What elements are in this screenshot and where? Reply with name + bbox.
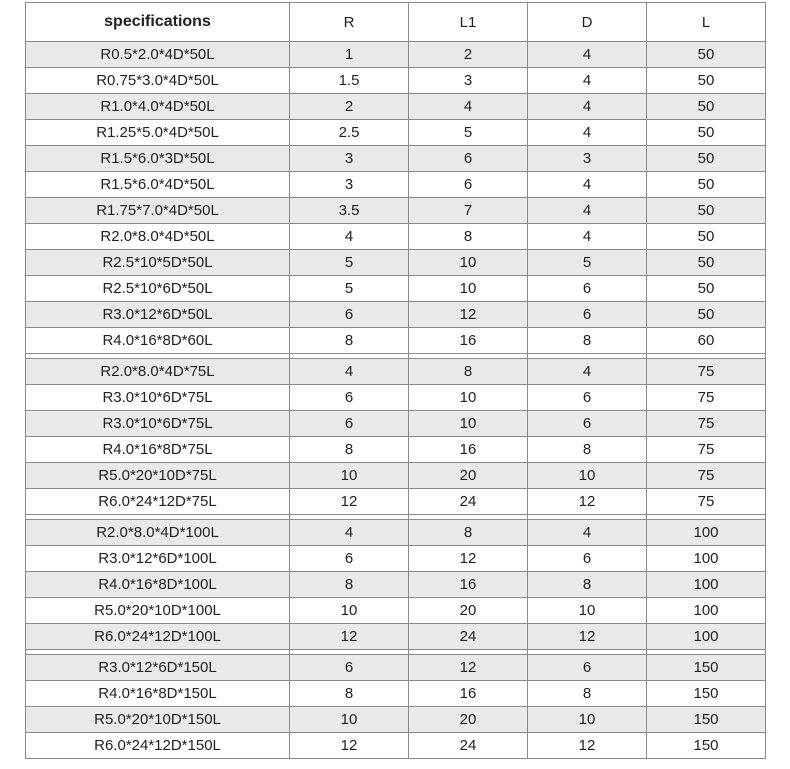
cell-r: 12 [290,624,409,650]
cell-l: 50 [647,250,766,276]
cell-r: 6 [290,546,409,572]
cell-specification: R4.0*16*8D*100L [26,572,290,598]
cell-r: 6 [290,302,409,328]
cell-specification: R5.0*20*10D*75L [26,463,290,489]
table-body [26,42,766,759]
cell-l1: 24 [409,489,528,515]
cell-r: 3 [290,146,409,172]
cell-specification: R0.75*3.0*4D*50L [26,68,290,94]
cell-r: 5 [290,276,409,302]
cell-l: 75 [647,437,766,463]
cell-specification: R1.25*5.0*4D*50L [26,120,290,146]
cell-specification: R4.0*16*8D*150L [26,681,290,707]
cell-l: 75 [647,385,766,411]
cell-l1: 20 [409,598,528,624]
cell-d: 6 [528,302,647,328]
cell-l: 50 [647,68,766,94]
cell-l: 50 [647,146,766,172]
cell-specification: R3.0*12*6D*150L [26,655,290,681]
cell-l: 100 [647,572,766,598]
header-r: R [290,3,409,42]
table-row [26,250,766,276]
cell-specification: R1.0*4.0*4D*50L [26,94,290,120]
cell-d: 4 [528,198,647,224]
cell-d: 6 [528,276,647,302]
cell-r: 1.5 [290,68,409,94]
cell-l: 75 [647,489,766,515]
header-specifications: specifications [26,3,290,42]
cell-l: 60 [647,328,766,354]
table-row [26,302,766,328]
cell-d: 10 [528,707,647,733]
table-row [26,546,766,572]
table-row [26,42,766,68]
cell-d: 6 [528,546,647,572]
cell-d: 6 [528,655,647,681]
cell-r: 6 [290,411,409,437]
header-row [26,3,766,42]
specifications-table-container [25,2,765,759]
table-row [26,463,766,489]
cell-d: 6 [528,385,647,411]
cell-specification: R1.75*7.0*4D*50L [26,198,290,224]
cell-r: 10 [290,707,409,733]
cell-l1: 24 [409,733,528,759]
cell-r: 12 [290,733,409,759]
cell-l1: 20 [409,707,528,733]
cell-l1: 2 [409,42,528,68]
table-row [26,224,766,250]
cell-d: 10 [528,598,647,624]
cell-specification: R2.0*8.0*4D*50L [26,224,290,250]
cell-specification: R2.0*8.0*4D*75L [26,359,290,385]
cell-specification: R2.0*8.0*4D*100L [26,520,290,546]
cell-d: 10 [528,463,647,489]
cell-l1: 8 [409,359,528,385]
cell-r: 8 [290,572,409,598]
table-row [26,598,766,624]
cell-r: 8 [290,328,409,354]
cell-d: 12 [528,489,647,515]
cell-r: 12 [290,489,409,515]
cell-d: 3 [528,146,647,172]
table-row [26,437,766,463]
cell-d: 4 [528,94,647,120]
cell-r: 2 [290,94,409,120]
table-row [26,359,766,385]
cell-l1: 8 [409,224,528,250]
cell-l1: 12 [409,546,528,572]
cell-l1: 3 [409,68,528,94]
cell-l: 50 [647,198,766,224]
cell-r: 2.5 [290,120,409,146]
cell-d: 4 [528,172,647,198]
cell-d: 6 [528,411,647,437]
cell-specification: R0.5*2.0*4D*50L [26,42,290,68]
cell-specification: R2.5*10*6D*50L [26,276,290,302]
cell-d: 4 [528,120,647,146]
cell-r: 4 [290,359,409,385]
cell-l1: 10 [409,250,528,276]
cell-l1: 24 [409,624,528,650]
cell-specification: R3.0*12*6D*50L [26,302,290,328]
table-row [26,624,766,650]
cell-l1: 10 [409,411,528,437]
table-row [26,172,766,198]
cell-l: 75 [647,359,766,385]
cell-d: 5 [528,250,647,276]
cell-specification: R6.0*24*12D*100L [26,624,290,650]
cell-l1: 20 [409,463,528,489]
cell-r: 4 [290,224,409,250]
table-row [26,328,766,354]
table-row [26,276,766,302]
cell-l1: 6 [409,146,528,172]
table-row [26,385,766,411]
cell-l: 100 [647,598,766,624]
cell-d: 8 [528,681,647,707]
cell-specification: R3.0*10*6D*75L [26,411,290,437]
cell-l: 50 [647,42,766,68]
cell-l1: 6 [409,172,528,198]
cell-r: 6 [290,655,409,681]
cell-r: 8 [290,437,409,463]
cell-specification: R4.0*16*8D*75L [26,437,290,463]
cell-l1: 16 [409,437,528,463]
cell-r: 10 [290,463,409,489]
specifications-table [25,2,766,759]
cell-l: 50 [647,94,766,120]
cell-l1: 16 [409,681,528,707]
cell-r: 3.5 [290,198,409,224]
table-row [26,655,766,681]
cell-l: 50 [647,302,766,328]
header-l: L [647,3,766,42]
table-row [26,68,766,94]
table-row [26,520,766,546]
cell-specification: R5.0*20*10D*100L [26,598,290,624]
cell-l1: 10 [409,385,528,411]
cell-r: 4 [290,520,409,546]
cell-l: 150 [647,707,766,733]
cell-l: 150 [647,733,766,759]
cell-specification: R4.0*16*8D*60L [26,328,290,354]
cell-r: 3 [290,172,409,198]
cell-l1: 5 [409,120,528,146]
cell-d: 12 [528,624,647,650]
cell-l: 75 [647,411,766,437]
cell-l: 50 [647,276,766,302]
table-row [26,733,766,759]
header-l1: L1 [409,3,528,42]
cell-d: 8 [528,328,647,354]
cell-l1: 10 [409,276,528,302]
cell-l1: 7 [409,198,528,224]
cell-specification: R1.5*6.0*4D*50L [26,172,290,198]
table-row [26,120,766,146]
cell-l: 100 [647,520,766,546]
table-row [26,707,766,733]
table-row [26,411,766,437]
cell-l1: 16 [409,328,528,354]
cell-l: 100 [647,624,766,650]
cell-l: 50 [647,224,766,250]
cell-specification: R5.0*20*10D*150L [26,707,290,733]
cell-l1: 12 [409,302,528,328]
cell-specification: R3.0*12*6D*100L [26,546,290,572]
cell-r: 6 [290,385,409,411]
cell-l: 150 [647,655,766,681]
cell-r: 1 [290,42,409,68]
cell-l1: 4 [409,94,528,120]
cell-l: 100 [647,546,766,572]
cell-d: 4 [528,224,647,250]
table-row [26,681,766,707]
cell-l1: 12 [409,655,528,681]
cell-d: 8 [528,572,647,598]
cell-l: 50 [647,120,766,146]
table-row [26,572,766,598]
header-d: D [528,3,647,42]
cell-d: 4 [528,42,647,68]
cell-d: 4 [528,68,647,94]
cell-d: 12 [528,733,647,759]
cell-l: 50 [647,172,766,198]
cell-d: 4 [528,359,647,385]
table-row [26,94,766,120]
table-row [26,146,766,172]
cell-d: 8 [528,437,647,463]
cell-specification: R6.0*24*12D*75L [26,489,290,515]
cell-specification: R3.0*10*6D*75L [26,385,290,411]
cell-specification: R2.5*10*5D*50L [26,250,290,276]
cell-l1: 8 [409,520,528,546]
cell-specification: R1.5*6.0*3D*50L [26,146,290,172]
cell-l: 150 [647,681,766,707]
cell-r: 8 [290,681,409,707]
table-header [26,3,766,42]
cell-d: 4 [528,520,647,546]
cell-l: 75 [647,463,766,489]
table-row [26,198,766,224]
cell-specification: R6.0*24*12D*150L [26,733,290,759]
cell-r: 5 [290,250,409,276]
cell-r: 10 [290,598,409,624]
cell-l1: 16 [409,572,528,598]
table-row [26,489,766,515]
